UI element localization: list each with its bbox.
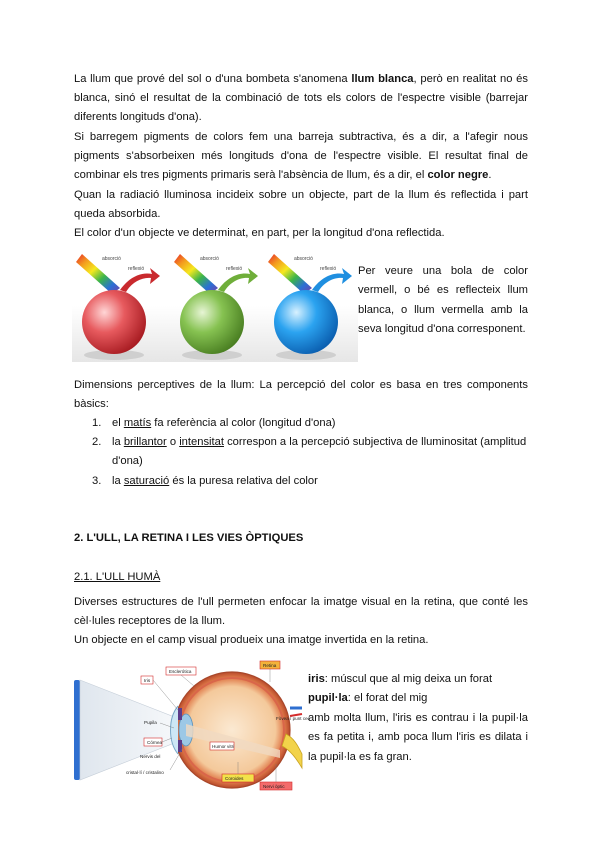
svg-text:Retina: Retina	[263, 663, 277, 668]
intro-paragraph-4: El color d'un objecte ve determinat, en part, per la longitud d'ona reflectida.	[74, 227, 445, 239]
svg-text:Humor vitri: Humor vitri	[212, 744, 235, 749]
svg-text:reflexió: reflexió	[128, 266, 145, 272]
svg-text:Nervi òptic: Nervi òptic	[263, 784, 285, 789]
intro-paragraph-3: Quan la radiació lluminosa incideix sobre un objecte, part de la llum és reflectida i part queda absorbida.	[74, 189, 528, 221]
svg-text:Iris: Iris	[144, 678, 151, 683]
svg-text:Coroides: Coroides	[225, 776, 244, 781]
intro-paragraph-2: Si barregem pigments de colors fem una barreja subtractiva, és a dir, a l'afegir nous pigments s'absorbeixen més longituds d'ona de l'espectre visible. El resultat final de combinar els tres pigments primaris serà l'absència de llum, és a dir, el color negre.	[74, 131, 528, 182]
svg-text:reflexió: reflexió	[320, 266, 337, 272]
iris-description: iris: múscul que al mig deixa un forat pupil·la: el forat del mig amb molta llum, l'iris es contrau i la pupil·la es fa petita i, amb poca llum l'iris es dilata i la pupil·la es fa gran.	[308, 673, 528, 763]
list-item: 2. la brillantor o intensitat correspon a la percepció subjectiva de lluminositat (amplitud d'ona)	[92, 436, 527, 468]
dimensions-intro: Dimensions perceptives de la llum: La percepció del color es basa en tres components bàsics:	[74, 379, 528, 411]
color-spheres-illustration	[72, 246, 358, 362]
svg-text:Fòvea / punt cec: Fòvea / punt cec	[276, 716, 310, 721]
subsection-heading: 2.1. L'ULL HUMÀ	[74, 571, 161, 583]
spheres-caption: Per veure una bola de color vermell, o bé es reflecteix llum blanca, o llum vermella amb la seva longitud d'ona corresponent.	[358, 265, 528, 336]
list-item: 3. la saturació és la puresa relativa del color	[92, 474, 318, 487]
eye-paragraph-2: Un objecte en el camp visual produeix una imatge invertida en la retina.	[74, 634, 429, 646]
svg-text:Nervis del: Nervis del	[140, 754, 161, 759]
svg-text:absorció: absorció	[102, 256, 121, 262]
bold-term-black-color: color negre	[427, 169, 489, 182]
svg-text:absorció: absorció	[200, 256, 219, 262]
intro-paragraph-1: La llum que prové del sol o d'una bombeta s'anomena llum blanca, però en realitat no és blanca, sinó el resultat de la combinació de tots els colors de l'espectre visible (barrejar diferents longituds d'ona).	[74, 73, 528, 124]
svg-text:Pupila: Pupila	[144, 720, 157, 725]
svg-text:cristal·lí / cristalino: cristal·lí / cristalino	[126, 770, 164, 775]
dimensions-list	[92, 414, 528, 491]
svg-text:Córnea: Córnea	[147, 740, 163, 745]
svg-text:Esclerótica: Esclerótica	[169, 669, 192, 674]
eye-paragraph-1: Diverses estructures de l'ull permeten enfocar la imatge visual en la retina, que conté les cèl·lules receptores de la llum.	[74, 596, 528, 628]
section-heading: 2. L'ULL, LA RETINA I LES VIES ÒPTIQUES	[74, 532, 304, 544]
list-item: 1. el matís fa referència al color (longitud d'ona)	[92, 417, 336, 429]
svg-text:absorció: absorció	[294, 256, 313, 262]
object-bar	[74, 680, 80, 780]
svg-text:reflexió: reflexió	[226, 266, 243, 272]
bold-term-white-light: llum blanca	[351, 73, 414, 85]
eye-anatomy-diagram	[70, 658, 310, 798]
